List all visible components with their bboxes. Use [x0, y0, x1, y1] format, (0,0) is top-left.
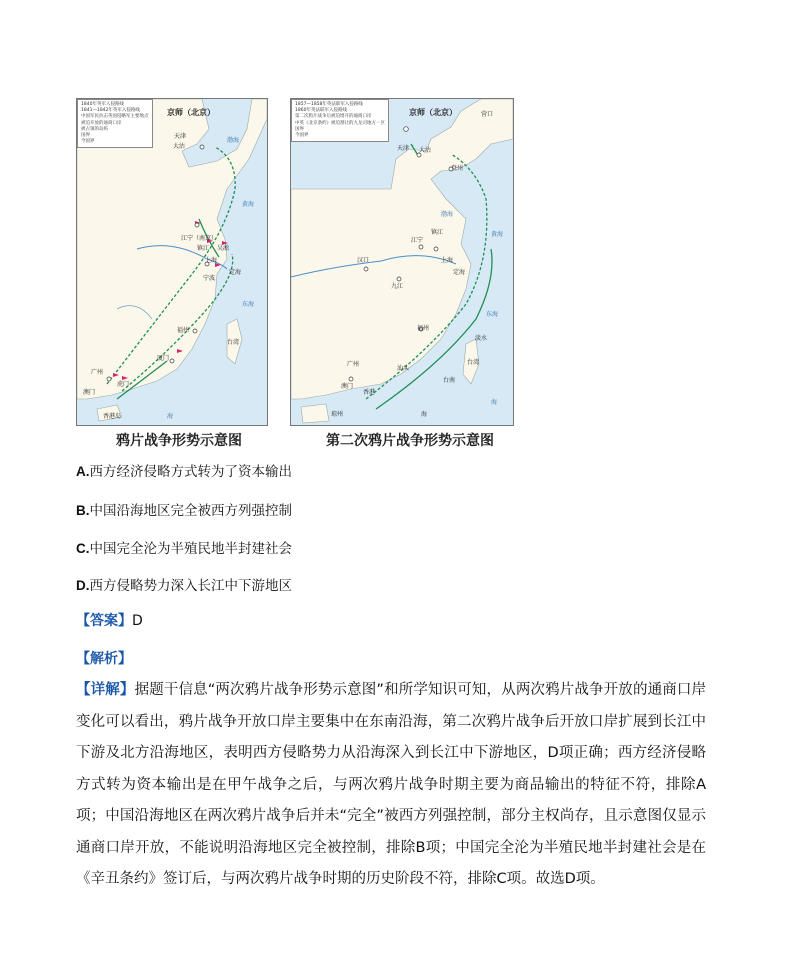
place-label: 汉口 — [357, 257, 370, 264]
sea-label: 黄海 — [242, 201, 255, 208]
place-label: 大沽 — [173, 143, 186, 150]
place-label: 海 — [421, 411, 428, 418]
second-opium-war-map — [290, 98, 514, 426]
place-label: 上海 — [441, 257, 454, 264]
analysis-label: 【解析】 — [76, 651, 132, 667]
place-label: 定海 — [453, 269, 466, 276]
place-label: 台湾 — [467, 359, 480, 366]
option-d — [76, 574, 292, 594]
answer-value: D — [132, 613, 143, 629]
place-label: 镇江 — [197, 245, 210, 252]
legend-item: 今国界 — [81, 139, 95, 145]
place-label: 香港岛 — [103, 413, 122, 420]
option-c — [76, 537, 292, 557]
legend-item: 第二次鸦片战争后被迫增开的通商口岸 — [295, 114, 372, 120]
place-label: 福州 — [417, 325, 430, 332]
sea-label: 渤海 — [227, 137, 240, 144]
place-label: 登州 — [451, 165, 464, 172]
option-letter: C. — [76, 541, 90, 556]
option-letter: A. — [76, 464, 90, 479]
place-label: 营口 — [481, 111, 494, 118]
place-label: 广州 — [91, 369, 104, 376]
place-label: 汕头 — [397, 365, 410, 372]
sea-label: 海 — [491, 399, 498, 406]
place-label: 天津 — [174, 133, 187, 140]
answer-line — [76, 610, 143, 630]
legend-item: 被迫开放的通商口岸 — [81, 120, 122, 126]
map1-caption: 鸦片战争形势示意图 — [116, 433, 242, 449]
option-a — [76, 460, 292, 480]
legend-item: 国界 — [295, 126, 304, 132]
place-label: 琼州 — [331, 411, 344, 418]
place-label: 香港 — [363, 389, 376, 396]
place-label: 虎门 — [117, 381, 130, 388]
answer-label: 【答案】 — [76, 613, 132, 629]
legend-item: 1841—1842年英军入侵路线 — [81, 108, 140, 114]
place-label: 广州 — [347, 361, 360, 368]
analysis-text: 据题干信息“两次鸦片战争形势示意图”和所学知识可知，从两次鸦片战争开放的通商口岸变化可以看出，鸦片战争开放口岸主要集中在东南沿海，第二次鸦片战争后开放口岸扩展到长江中下游及北方沿海地区，表明西方侵略势力从沿海深入到长江中下游地区，D项正确；西方经济侵略方式转为资本输出是在甲午战争之后，与两次鸦片战争时期主要为商品输出的特征不符，排除A项；中国沿海地区在两次鸦片战争后并未“完全”被西方列强控制，部分主权尚存，且示意图仅显示通商口岸开放，不能说明沿海地区完全被控制，排除B项；中国完全沦为半殖民地半封建社会是在《辛丑条约》签订后，与两次鸦片战争时期的历史阶段不符，排除C项。故选D项。 — [76, 682, 706, 887]
place-label: 厦门 — [157, 355, 170, 362]
option-text: 中国完全沦为半殖民地半封建社会 — [89, 541, 292, 557]
legend-item: 1857—1858年英法联军入侵路线 — [295, 102, 363, 107]
place-label: 定海 — [229, 269, 242, 276]
legend-item: 中国军民抗击英国侵略军主要地点 — [81, 114, 149, 120]
option-text: 西方经济侵略方式转为了资本输出 — [89, 464, 292, 480]
place-label: 天津 — [397, 145, 410, 152]
place-label: 吴淞 — [217, 245, 230, 252]
place-label: 京师（北京） — [409, 108, 457, 117]
sea-label: 黄海 — [491, 231, 504, 238]
place-label: 澳门 — [83, 389, 96, 396]
map2-legend — [291, 99, 389, 142]
place-label: 京师（北京） — [167, 108, 215, 117]
place-label: 江宁（南京） — [181, 235, 218, 242]
analysis-body — [76, 675, 706, 896]
sea-label: 海 — [167, 413, 174, 420]
place-label: 台湾 — [227, 339, 240, 346]
sea-label: 东海 — [486, 311, 499, 318]
place-label: 大沽 — [419, 147, 432, 154]
legend-item: 被占领的岛屿 — [81, 126, 108, 132]
place-label: 上海 — [205, 257, 218, 264]
place-label: 镇江 — [431, 229, 444, 236]
place-label: 淡水 — [475, 335, 488, 342]
place-label: 澳门 — [341, 383, 354, 390]
place-label: 台南 — [443, 377, 456, 384]
place-label: 福州 — [177, 327, 190, 334]
option-text: 中国沿海地区完全被西方列强控制 — [89, 503, 292, 519]
sea-label: 渤海 — [441, 211, 454, 218]
map1-legend — [77, 99, 153, 148]
option-letter: D. — [76, 578, 90, 593]
detail-label: 【详解】 — [76, 682, 135, 698]
legend-item: 1840年英军入侵路线 — [81, 102, 124, 107]
place-label: 宁波 — [203, 275, 216, 282]
legend-item: 1860年英法联军入侵路线 — [295, 108, 347, 114]
place-label: 九江 — [391, 283, 404, 290]
option-b — [76, 499, 292, 519]
analysis-heading — [76, 648, 132, 668]
legend-item: 中英《北京条约》被迫割让的九龙司地方一区 — [295, 120, 385, 126]
opium-war-map — [76, 98, 268, 426]
map2-caption: 第二次鸦片战争形势示意图 — [326, 433, 494, 449]
sea-label: 东海 — [242, 301, 255, 308]
legend-item: 今国界 — [295, 133, 309, 139]
place-label: 江宁 — [411, 237, 424, 244]
option-letter: B. — [76, 503, 90, 518]
legend-item: 国界 — [81, 133, 90, 139]
option-text: 西方侵略势力深入长江中下游地区 — [89, 578, 292, 594]
